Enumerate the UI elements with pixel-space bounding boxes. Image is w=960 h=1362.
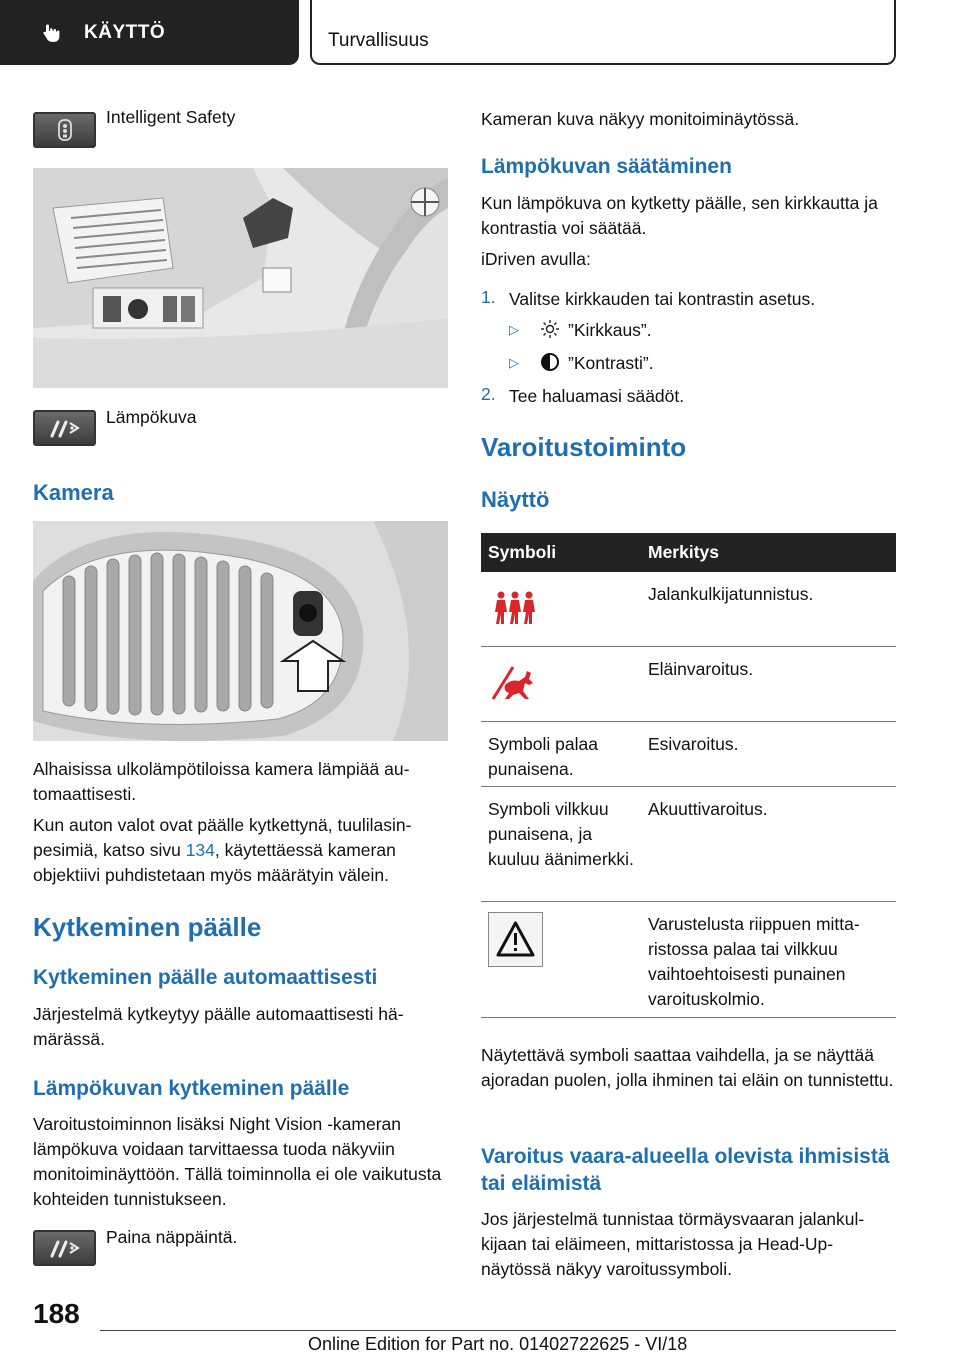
table-cell: Symboli vilkkuu punaisena, ja kuuluu äänimerkki. — [488, 799, 634, 869]
bullet-triangle-icon: ▷ — [509, 355, 519, 370]
column-header: Merkitys — [648, 542, 720, 562]
warning-symbol-box — [488, 912, 543, 967]
paragraph: Järjestelmä kytkeytyy päälle automaattisesti hämärässä. — [33, 1004, 404, 1049]
table-cell: Esivaroitus. — [648, 734, 739, 754]
step-number: 1. — [481, 287, 496, 307]
heading-naytto: Näyttö — [481, 487, 550, 512]
hand-pointer-icon — [40, 21, 64, 45]
heading-saataminen: Lämpökuvan säätäminen — [481, 155, 732, 178]
night-vision-icon — [48, 1238, 82, 1258]
thermal-image-button — [33, 410, 96, 446]
heading-kamera: Kamera — [33, 480, 114, 505]
page-link[interactable]: 134 — [185, 840, 215, 860]
step-number: 2. — [481, 384, 496, 404]
grille-camera-photo — [33, 521, 448, 741]
warning-triangle-icon — [489, 913, 542, 966]
dashboard-illustration — [33, 168, 448, 388]
paragraph: Näytettävä symboli saattaa vaihdella, ja se näyttää ajoradan puolen, jolla ihminen tai eläin on tunnistettu. — [481, 1045, 894, 1090]
table-cell: Varustelusta riippuen mittaristossa palaa tai vilkkuu vaihtoehtoisesti punainen varoituskolmio. — [648, 914, 860, 1009]
paragraph — [33, 813, 448, 888]
brightness-icon — [540, 319, 560, 339]
press-button — [33, 1230, 96, 1266]
text: Kun auton valot ovat päälle kytkettynä, tuulilasinpesimiä, katso sivu — [33, 815, 412, 860]
animal-warning-icon — [489, 665, 541, 701]
paragraph: Varoitustoiminnon lisäksi Night Vision -kameran lämpökuva voidaan tarvittaessa tuoda näkyviin monitoiminäyttöön. Tällä toiminnolla ei ole vaikutusta kohteiden tunnistukseen. — [33, 1114, 442, 1209]
step-text: Tee haluamasi säädöt. — [509, 386, 685, 406]
paragraph: iDriven avulla: — [481, 249, 591, 269]
footer-divider — [100, 1330, 896, 1331]
paragraph: Jos järjestelmä tunnistaa törmäysvaaran jalankulkijaan tai eläimeen, mittaristossa ja Head-Up-näytössä näkyy varoitussymboli. — [481, 1209, 865, 1279]
step-text: Valitse kirkkauden tai kontrastin asetus. — [509, 289, 816, 309]
key-label: Lämpökuva — [106, 407, 197, 427]
table-row — [481, 722, 896, 787]
paragraph: Kun lämpökuva on kytketty päälle, sen kirkkautta ja kontrastia voi säätää. — [481, 193, 878, 238]
table-row — [481, 902, 896, 1018]
heading-varoitustoiminto: Varoitustoiminto — [481, 432, 687, 462]
table-row — [481, 647, 896, 722]
grille-illustration — [33, 521, 448, 741]
section-tab — [310, 0, 896, 65]
night-vision-icon — [48, 418, 82, 438]
intelligent-safety-icon — [56, 118, 74, 142]
key-label: Intelligent Safety — [106, 107, 236, 127]
text: , käytettäessä kameran objektiivi puhdistetaan myös määrätyin välein. — [33, 840, 396, 885]
table-row — [481, 787, 896, 902]
symbol-table — [481, 533, 896, 1018]
intelligent-safety-button — [33, 112, 96, 148]
key-label: Paina näppäintä. — [106, 1227, 238, 1247]
heading-automaattisesti: Kytkeminen päälle automaattisesti — [33, 966, 378, 989]
chapter-tab — [0, 0, 299, 65]
sub-step-text: ”Kontrasti”. — [568, 353, 654, 373]
table-row — [481, 572, 896, 647]
contrast-icon — [540, 352, 560, 372]
table-cell: Jalankulkijatunnistus. — [648, 584, 814, 604]
column-header: Symboli — [488, 542, 557, 562]
chapter-title: KÄYTTÖ — [84, 21, 166, 43]
table-header — [481, 533, 896, 572]
edition-text: Online Edition for Part no. 01402722625 - VI/18 — [308, 1334, 688, 1354]
page-number: 188 — [33, 1298, 80, 1329]
table-cell: Symboli palaa punaisena. — [488, 734, 598, 779]
table-cell: Eläinvaroitus. — [648, 659, 754, 679]
bullet-triangle-icon: ▷ — [509, 322, 519, 337]
table-cell: Akuuttivaroitus. — [648, 799, 768, 819]
pedestrian-warning-icon — [489, 590, 541, 626]
paragraph: Kameran kuva näkyy monitoiminäytössä. — [481, 109, 800, 129]
dashboard-photo — [33, 168, 448, 388]
heading-lampokuva-paalle: Lämpökuvan kytkeminen päälle — [33, 1077, 350, 1100]
heading-kytkeminen: Kytkeminen päälle — [33, 912, 262, 942]
sub-step-text: ”Kirkkaus”. — [568, 320, 652, 340]
section-title: Turvallisuus — [328, 30, 429, 51]
heading-vaara-alue: Varoitus vaara-alueella olevista ihmisistä tai eläimistä — [481, 1145, 890, 1195]
paragraph: Alhaisissa ulkolämpötiloissa kamera lämpiää automaattisesti. — [33, 759, 410, 804]
